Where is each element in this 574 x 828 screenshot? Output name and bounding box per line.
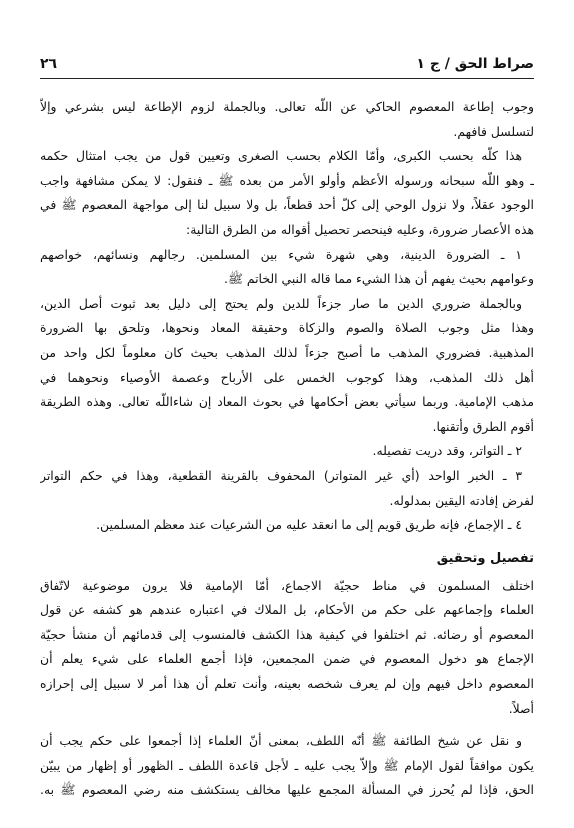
text-line: الوجود عقلاً، ولا نزول الوحي إلى كلّ أحد قطعاً، بل ولا سبيل لنا إلى مواجهة المعصوم ﷺ في: [40, 197, 534, 213]
page-body: [40, 95, 534, 803]
text-line: أهل ذلك المذهب، وهذا كوجوب الخمس على الأرباح وعصمة الأوصياء ونحوهما في: [40, 369, 534, 385]
page-header: [40, 56, 534, 79]
text-line: يكون موافقاً لقول الإمام ﷺ وإلاّ يجب عليه ـ لأجل قاعدة اللطف ـ الظهور أو إظهار من يبيّن: [40, 757, 534, 773]
text-line: و نقل عن شيخ الطائفة ﷺ أنّه اللطف، بمعنى أنّ العلماء إذا أجمعوا على حكم يجب أن: [40, 733, 522, 749]
text-line: اختلف المسلمون في مناط حجيّة الاجماع، أمّا الإمامية فلا يرون موضوعية لاتّفاق: [40, 577, 534, 593]
text-line: المعصوم أو رضائه. ثم اختلفوا في كيفية هذا الكشف فالمنسوب إلى قدمائهم أن منشأ حجيّة: [40, 626, 534, 642]
text-line: وعوامهم بحيث يفهم أن هذا الشيء مما قاله النبي الخاتم ﷺ.: [224, 271, 534, 287]
text-line: الحق، فإذا لم يُحرز في المسألة المجمع عليها مخالف يستكشف منه رضي المعصوم ﷺ به.: [40, 782, 534, 798]
text-line: مذهب الإمامية. وربما سيأتي بعض أحكامها في بحوث المعاد إن شاءاللّه تعالى. وهذه الطريقة: [40, 394, 534, 410]
running-title: صراط الحق / ج ١: [416, 56, 534, 72]
text-line: لتسلسل فافهم.: [453, 123, 534, 139]
section-heading: تفصيل وتحقيق: [436, 550, 534, 566]
text-line: أصلاً.: [508, 700, 534, 716]
text-line: المذهبية. فضروري المذهب ما أصبح جزءاً لذلك المذهب بحيث كان معلوماً لكل واحد من: [40, 344, 534, 360]
page-number: ٢٦: [40, 56, 58, 72]
text-line: الإجماع هو دخول المعصوم في ضمن المجمعين، فإذا أجمع العلماء على شيء يعلم أن: [40, 651, 534, 667]
text-line: العلماء وإجماعهم على حكم من الأحكام، بل الملاك في اعتباره عندهم هو كشفه عن قول: [40, 602, 534, 618]
list-item: ١ ـ الضرورة الدينية، وهي شهرة شيء بين المسلمين. رجالهم ونسائهم، خواصهم: [40, 246, 522, 262]
text-line: المعصوم داخل فيهم وإن لم يعرف شخصه بعينه، وأنت تعلم أن هذا أمر لا سبيل إلى إحرازه: [40, 676, 534, 692]
text-line: أقوم الطرق وأتقنها.: [432, 418, 534, 434]
paragraph-gap: [40, 721, 534, 729]
text-line: ـ وهو اللّه سبحانه ورسوله الأعظم وأولو الأمر من بعده ﷺ ـ فنقول: لا يمكن مشافهة واجب: [40, 172, 534, 188]
text-line: هذه الأعصار ضرورة، وعليه فينحصر تحصيل أقواله من الطرق التالية:: [186, 221, 534, 237]
list-item: ٤ ـ الإجماع، فإنه طريق قويم إلى ما انعقد عليه من الشرعيات عند معظم المسلمين.: [96, 517, 522, 533]
text-line: هذا كلّه بحسب الكبرى، وأمّا الكلام بحسب الصغرى وتعيين قول من يجب امتثال حكمه: [40, 148, 522, 164]
list-item: ٣ ـ الخبر الواحد (أي غير المتواتر) المحفوف بالقرينة القطعية، وهذا في حكم التواتر: [40, 467, 522, 483]
text-line: وبالجملة ضروري الدين ما صار جزءاً للدين ولم يحتج إلى دليل بعد ثبوت أصل الدين،: [40, 295, 522, 311]
list-item: ٢ ـ التواتر، وقد دريت تفصيله.: [372, 443, 522, 459]
text-line: وهذا مثل وجوب الصلاة والصوم والزكاة وحقيقة المعاد ونحوها، وتلحق بها الضرورة: [40, 320, 534, 336]
text-line: وجوب إطاعة المعصوم الحاكي عن اللّه تعالى. وبالجملة لزوم الإطاعة ليس بشرعي وإلاّ: [40, 99, 534, 114]
text-line: لفرض إفادته اليقين بمدلوله.: [389, 492, 534, 508]
